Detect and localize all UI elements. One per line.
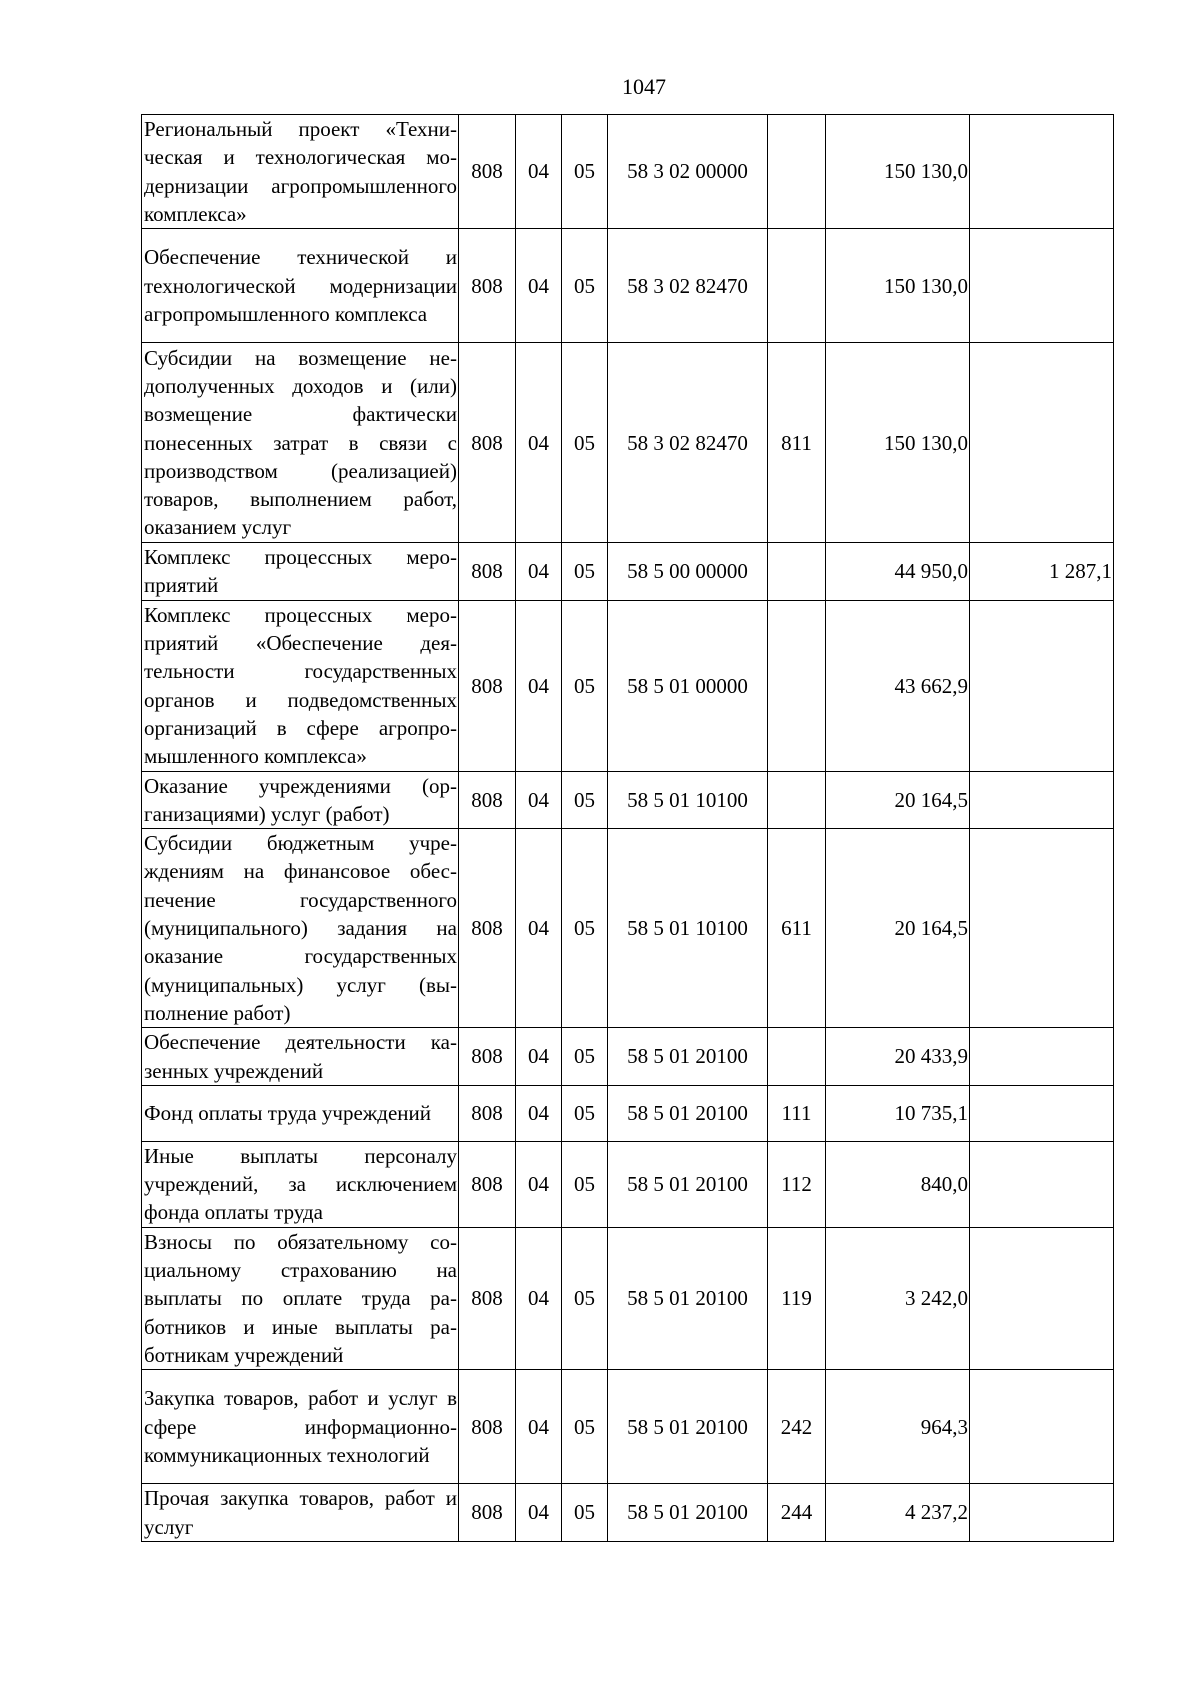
amount-2-cell — [970, 1141, 1114, 1227]
ministry-code-cell: 808 — [459, 600, 516, 771]
table-row — [142, 1370, 1114, 1484]
target-article-cell: 58 5 01 20100 — [608, 1085, 768, 1141]
section-code-cell: 04 — [516, 1141, 562, 1227]
subsection-code-cell: 05 — [562, 543, 608, 601]
section-code-cell: 04 — [516, 600, 562, 771]
expense-type-cell: 611 — [768, 829, 826, 1028]
subsection-code-cell: 05 — [562, 1141, 608, 1227]
table-row — [142, 829, 1114, 1028]
table-row — [142, 1028, 1114, 1086]
target-article-cell: 58 5 01 20100 — [608, 1028, 768, 1086]
amount-cell: 840,0 — [826, 1141, 970, 1227]
expense-type-cell: 244 — [768, 1484, 826, 1542]
amount-cell: 150 130,0 — [826, 343, 970, 543]
expense-type-cell: 119 — [768, 1227, 826, 1369]
row-name-cell: Субсидии бюджетным учреждениям на финансовое обеспечение государственного (муниципального) задания на оказание государственных (муниципальных) услуг (выполнение работ) — [142, 829, 459, 1028]
section-code-cell: 04 — [516, 115, 562, 229]
amount-2-cell — [970, 600, 1114, 771]
amount-cell: 150 130,0 — [826, 229, 970, 343]
section-code-cell: 04 — [516, 229, 562, 343]
subsection-code-cell: 05 — [562, 771, 608, 829]
subsection-code-cell: 05 — [562, 343, 608, 543]
section-code-cell: 04 — [516, 1484, 562, 1542]
subsection-code-cell: 05 — [562, 1370, 608, 1484]
table-row — [142, 1227, 1114, 1369]
subsection-code-cell: 05 — [562, 1085, 608, 1141]
expense-type-cell — [768, 543, 826, 601]
table-row — [142, 600, 1114, 771]
target-article-cell: 58 3 02 82470 — [608, 229, 768, 343]
row-name-cell: Обеспечение технической и технологической модернизации агропромышленного комплекса — [142, 229, 459, 343]
expense-type-cell — [768, 1028, 826, 1086]
ministry-code-cell: 808 — [459, 1484, 516, 1542]
expense-type-cell: 111 — [768, 1085, 826, 1141]
amount-2-cell — [970, 343, 1114, 543]
amount-cell: 43 662,9 — [826, 600, 970, 771]
amount-2-cell — [970, 1085, 1114, 1141]
table-row — [142, 343, 1114, 543]
subsection-code-cell: 05 — [562, 1028, 608, 1086]
expense-type-cell — [768, 771, 826, 829]
amount-cell: 10 735,1 — [826, 1085, 970, 1141]
row-name-cell: Прочая закупка товаров, работ и услуг — [142, 1484, 459, 1542]
ministry-code-cell: 808 — [459, 1141, 516, 1227]
ministry-code-cell: 808 — [459, 343, 516, 543]
target-article-cell: 58 5 01 20100 — [608, 1370, 768, 1484]
table-row — [142, 1085, 1114, 1141]
amount-2-cell — [970, 1370, 1114, 1484]
ministry-code-cell: 808 — [459, 1085, 516, 1141]
expense-type-cell — [768, 115, 826, 229]
target-article-cell: 58 5 01 00000 — [608, 600, 768, 771]
subsection-code-cell: 05 — [562, 1227, 608, 1369]
amount-2-cell: 1 287,1 — [970, 543, 1114, 601]
amount-2-cell — [970, 1028, 1114, 1086]
budget-table-body — [142, 115, 1114, 1542]
expense-type-cell — [768, 600, 826, 771]
table-row — [142, 115, 1114, 229]
subsection-code-cell: 05 — [562, 600, 608, 771]
row-name-cell: Комплекс процессных мероприятий «Обеспечение деятельности государственных органов и подведомственных организаций в сфере агропромышленного комплекса» — [142, 600, 459, 771]
target-article-cell: 58 3 02 00000 — [608, 115, 768, 229]
amount-2-cell — [970, 229, 1114, 343]
ministry-code-cell: 808 — [459, 1227, 516, 1369]
ministry-code-cell: 808 — [459, 543, 516, 601]
amount-cell: 20 164,5 — [826, 829, 970, 1028]
amount-2-cell — [970, 771, 1114, 829]
ministry-code-cell: 808 — [459, 829, 516, 1028]
row-name-cell: Субсидии на возмещение недополученных доходов и (или) возмещение фактически понесенных затрат в связи с производством (реализацией) товаров, выполнением работ, оказанием услуг — [142, 343, 459, 543]
subsection-code-cell: 05 — [562, 1484, 608, 1542]
section-code-cell: 04 — [516, 343, 562, 543]
row-name-cell: Комплекс процессных мероприятий — [142, 543, 459, 601]
ministry-code-cell: 808 — [459, 1370, 516, 1484]
table-row — [142, 543, 1114, 601]
target-article-cell: 58 5 01 10100 — [608, 771, 768, 829]
row-name-cell: Взносы по обязательному социальному страхованию на выплаты по оплате труда работников и иные выплаты работникам учреждений — [142, 1227, 459, 1369]
expense-type-cell: 811 — [768, 343, 826, 543]
expense-type-cell: 242 — [768, 1370, 826, 1484]
target-article-cell: 58 5 01 20100 — [608, 1141, 768, 1227]
target-article-cell: 58 5 01 10100 — [608, 829, 768, 1028]
row-name-cell: Оказание учреждениями (организациями) услуг (работ) — [142, 771, 459, 829]
section-code-cell: 04 — [516, 1227, 562, 1369]
section-code-cell: 04 — [516, 1085, 562, 1141]
amount-cell: 20 433,9 — [826, 1028, 970, 1086]
ministry-code-cell: 808 — [459, 229, 516, 343]
amount-cell: 3 242,0 — [826, 1227, 970, 1369]
row-name-cell: Фонд оплаты труда учреждений — [142, 1085, 459, 1141]
ministry-code-cell: 808 — [459, 1028, 516, 1086]
section-code-cell: 04 — [516, 543, 562, 601]
amount-2-cell — [970, 1227, 1114, 1369]
row-name-cell: Региональный проект «Техническая и технологическая модернизации агропромышленного комплекса» — [142, 115, 459, 229]
amount-2-cell — [970, 115, 1114, 229]
table-row — [142, 229, 1114, 343]
row-name-cell: Закупка товаров, работ и услуг в сфере информационно-коммуникационных технологий — [142, 1370, 459, 1484]
section-code-cell: 04 — [516, 1028, 562, 1086]
amount-cell: 44 950,0 — [826, 543, 970, 601]
table-row — [142, 1484, 1114, 1542]
subsection-code-cell: 05 — [562, 229, 608, 343]
target-article-cell: 58 5 00 00000 — [608, 543, 768, 601]
amount-cell: 20 164,5 — [826, 771, 970, 829]
section-code-cell: 04 — [516, 1370, 562, 1484]
table-row — [142, 1141, 1114, 1227]
expense-type-cell: 112 — [768, 1141, 826, 1227]
target-article-cell: 58 5 01 20100 — [608, 1484, 768, 1542]
ministry-code-cell: 808 — [459, 115, 516, 229]
table-row — [142, 771, 1114, 829]
target-article-cell: 58 3 02 82470 — [608, 343, 768, 543]
target-article-cell: 58 5 01 20100 — [608, 1227, 768, 1369]
page-number: 1047 — [622, 74, 666, 99]
row-name-cell: Обеспечение деятельности казенных учреждений — [142, 1028, 459, 1086]
amount-2-cell — [970, 1484, 1114, 1542]
row-name-cell: Иные выплаты персоналу учреждений, за исключением фонда оплаты труда — [142, 1141, 459, 1227]
amount-2-cell — [970, 829, 1114, 1028]
subsection-code-cell: 05 — [562, 115, 608, 229]
ministry-code-cell: 808 — [459, 771, 516, 829]
section-code-cell: 04 — [516, 829, 562, 1028]
expense-type-cell — [768, 229, 826, 343]
budget-table — [141, 114, 1114, 1542]
amount-cell: 4 237,2 — [826, 1484, 970, 1542]
section-code-cell: 04 — [516, 771, 562, 829]
subsection-code-cell: 05 — [562, 829, 608, 1028]
amount-cell: 150 130,0 — [826, 115, 970, 229]
amount-cell: 964,3 — [826, 1370, 970, 1484]
